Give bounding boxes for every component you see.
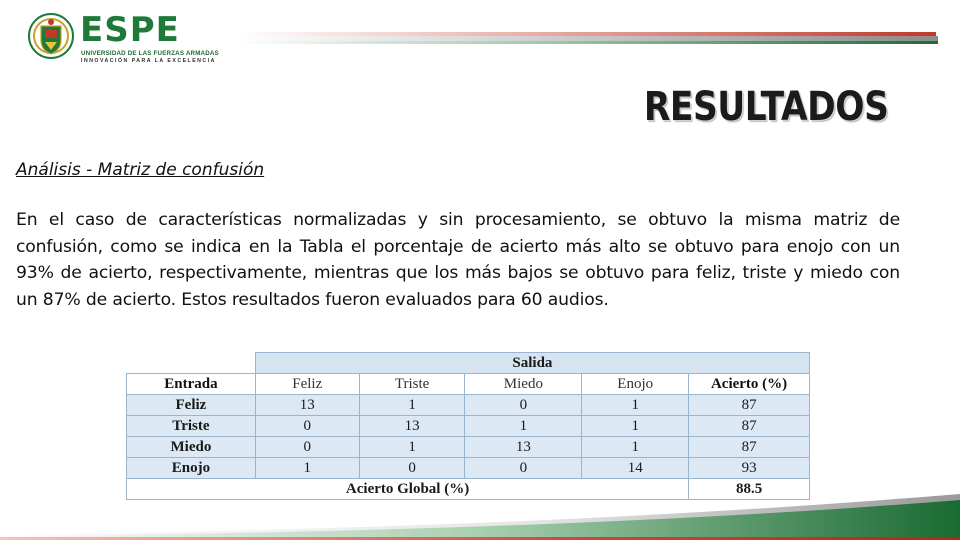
shield-emblem-icon	[28, 12, 74, 60]
global-accuracy-value: 88.5	[689, 479, 810, 500]
row-label: Feliz	[127, 395, 256, 416]
column-header-triste: Triste	[359, 374, 465, 395]
logo-tagline: INNOVACIÓN PARA LA EXCELENCIA	[81, 58, 216, 64]
row-label: Enojo	[127, 458, 256, 479]
table-blank-cell	[127, 353, 256, 374]
table-cell: 1	[465, 416, 582, 437]
espe-logo	[28, 12, 228, 64]
table	[126, 352, 810, 500]
table-cell: 1	[359, 437, 465, 458]
table-cell: 93	[689, 458, 810, 479]
column-header-miedo: Miedo	[465, 374, 582, 395]
table-cell: 1	[582, 416, 689, 437]
table-cell: 14	[582, 458, 689, 479]
body-paragraph: En el caso de características normalizadas y sin procesamiento, se obtuvo la misma matriz de confusión, como se indica en la Tabla el porcentaje de acierto más alto se obtuvo para enojo con un 93% de acierto, respectivamente, mientras que los más bajos se obtuvo para feliz, triste y miedo con un 87% de acierto. Estos resultados fueron evaluados para 60 audios.	[16, 210, 900, 310]
slide-title: RESULTADOS	[643, 84, 888, 130]
column-header-feliz: Feliz	[255, 374, 359, 395]
table-cell: 1	[582, 395, 689, 416]
confusion-matrix-table	[126, 352, 810, 504]
table-cell: 87	[689, 416, 810, 437]
salida-header: Salida	[255, 353, 809, 374]
table-header-row	[127, 374, 810, 395]
table-cell: 87	[689, 437, 810, 458]
table-cell: 0	[465, 458, 582, 479]
table-row	[127, 437, 810, 458]
section-subheading: Análisis - Matriz de confusión	[16, 160, 265, 180]
table-cell: 1	[359, 395, 465, 416]
table-cell: 13	[255, 395, 359, 416]
header-stripe	[236, 30, 938, 46]
column-header-acierto: Acierto (%)	[689, 374, 810, 395]
column-header-enojo: Enojo	[582, 374, 689, 395]
table-row	[127, 395, 810, 416]
table-group-header-row	[127, 353, 810, 374]
logo-wordmark: ESPE	[80, 10, 180, 50]
logo-university-name: UNIVERSIDAD DE LAS FUERZAS ARMADAS	[81, 50, 219, 57]
table-cell: 87	[689, 395, 810, 416]
table-cell: 1	[582, 437, 689, 458]
table-row	[127, 458, 810, 479]
table-cell: 0	[465, 395, 582, 416]
table-cell: 0	[359, 458, 465, 479]
table-cell: 13	[359, 416, 465, 437]
table-cell: 0	[255, 416, 359, 437]
table-cell: 1	[255, 458, 359, 479]
row-label: Miedo	[127, 437, 256, 458]
table-cell: 13	[465, 437, 582, 458]
table-row	[127, 416, 810, 437]
global-accuracy-label: Acierto Global (%)	[127, 479, 689, 500]
table-cell: 0	[255, 437, 359, 458]
footer-swoosh	[0, 486, 960, 540]
row-label: Triste	[127, 416, 256, 437]
column-header-entrada: Entrada	[127, 374, 256, 395]
